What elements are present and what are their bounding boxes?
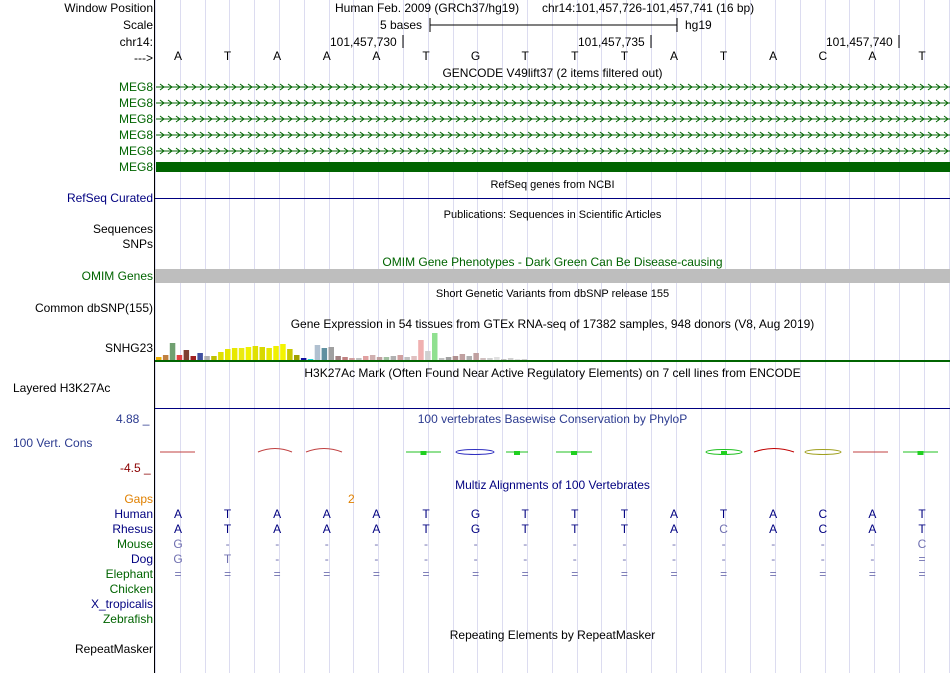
alignment-base: - <box>374 552 379 566</box>
alignment-base: T <box>620 522 629 536</box>
alignment-base: = <box>571 567 579 581</box>
alignment-base: = <box>422 567 430 581</box>
alignment-base: - <box>523 537 528 551</box>
alignment-base: T <box>918 522 926 536</box>
phylop-score-glyph[interactable] <box>754 449 794 453</box>
base-letter: G <box>470 49 481 63</box>
species-label[interactable]: Rhesus <box>112 522 153 536</box>
alignment-base: T <box>223 507 232 521</box>
alignment-base: = <box>868 567 876 581</box>
base-letter: A <box>769 49 778 63</box>
alignment-base: A <box>769 507 778 521</box>
gtex-label[interactable]: SNHG23 <box>104 341 153 355</box>
scale-db-text: hg19 <box>685 18 712 32</box>
omim-track-title[interactable]: OMIM Gene Phenotypes - Dark Green Can Be Disease-causing <box>382 255 723 269</box>
alignment-base: = <box>769 567 777 581</box>
base-letter: T <box>521 49 529 63</box>
alignment-base: - <box>225 537 230 551</box>
alignment-base: = <box>620 567 628 581</box>
alignment-base: - <box>324 552 329 566</box>
sequences-label[interactable]: Sequences <box>92 222 153 236</box>
species-label[interactable]: Chicken <box>109 582 153 596</box>
base-letter: T <box>719 49 728 63</box>
alignment-base: - <box>820 537 825 551</box>
alignment-base: T <box>521 522 529 536</box>
base-letter: A <box>173 49 182 63</box>
gencode-transcript-label[interactable]: MEG8 <box>118 112 153 126</box>
alignment-base: A <box>669 507 678 521</box>
alignment-base: = <box>521 567 529 581</box>
alignment-base: - <box>771 552 776 566</box>
refseq-track-title[interactable]: RefSeq genes from NCBI <box>490 179 615 191</box>
base-letter: A <box>322 49 331 63</box>
alignment-base: = <box>670 567 678 581</box>
alignment-base: T <box>918 507 926 521</box>
alignment-base: C <box>719 522 728 536</box>
alignment-base: A <box>273 522 282 536</box>
base-letter: T <box>223 49 232 63</box>
alignment-base: C <box>818 507 828 521</box>
repeatmasker-track-title[interactable]: Repeating Elements by RepeatMasker <box>449 628 656 642</box>
scale-label: Scale <box>122 18 153 32</box>
alignment-base: - <box>870 552 875 566</box>
assembly-title: Human Feb. 2009 (GRCh37/hg19) <box>335 1 520 15</box>
alignment-base: - <box>424 537 428 551</box>
species-label[interactable]: Mouse <box>116 537 153 551</box>
species-label[interactable]: Human <box>114 507 153 521</box>
repeatmasker-label[interactable]: RepeatMasker <box>74 642 153 656</box>
coord-tick-label: 101,457,735 <box>578 35 645 49</box>
alignment-base: = <box>323 567 331 581</box>
alignment-base: A <box>769 522 778 536</box>
gap-count: 2 <box>348 492 355 506</box>
alignment-base: - <box>870 537 875 551</box>
dbsnp-track-title[interactable]: Short Genetic Variants from dbSNP release 155 <box>435 288 670 300</box>
alignment-base: - <box>572 552 577 566</box>
species-label[interactable]: Elephant <box>105 567 153 581</box>
phylop-max-label: 4.88 _ <box>116 412 150 426</box>
alignment-base: T <box>223 552 232 566</box>
alignment-base: A <box>322 522 331 536</box>
scale-bases-text: 5 bases <box>380 18 423 32</box>
alignment-base: A <box>372 522 381 536</box>
alignment-base: - <box>672 537 676 551</box>
alignment-base: G <box>173 552 183 566</box>
gencode-transcript-label[interactable]: MEG8 <box>118 80 153 94</box>
alignment-base: A <box>173 522 182 536</box>
alignment-base: - <box>473 552 478 566</box>
alignment-base: - <box>275 537 280 551</box>
alignment-base: = <box>918 567 926 581</box>
alignment-base: - <box>622 537 627 551</box>
alignment-base: - <box>473 537 478 551</box>
alignment-base: - <box>820 552 825 566</box>
omim-label[interactable]: OMIM Genes <box>81 269 153 283</box>
base-letter: C <box>818 49 828 63</box>
alignment-base: G <box>470 507 481 521</box>
alignment-base: G <box>173 537 183 551</box>
alignment-base: - <box>324 537 329 551</box>
base-letter: T <box>422 49 430 63</box>
alignment-base: A <box>669 522 678 536</box>
gtex-track-title[interactable]: Gene Expression in 54 tissues from GTEx RNA-seq of 17382 samples, 948 donors (V8, Aug 2019) <box>290 317 815 331</box>
phylop-score-dot <box>571 451 577 455</box>
alignment-base: - <box>721 552 726 566</box>
gencode-transcript-label[interactable]: MEG8 <box>118 144 153 158</box>
h3k27ac-track-title[interactable]: H3K27Ac Mark (Often Found Near Active Regulatory Elements) on 7 cell lines from ENCODE <box>304 366 801 380</box>
alignment-base: = <box>720 567 728 581</box>
window-position-label: Window Position <box>64 1 153 15</box>
gencode-transcript-label[interactable]: MEG8 <box>118 160 153 174</box>
coord-tick-label: 101,457,740 <box>826 35 893 49</box>
alignment-base: - <box>771 537 776 551</box>
gencode-transcript-label[interactable]: MEG8 <box>118 96 153 110</box>
alignment-base: = <box>918 552 926 566</box>
alignment-base: = <box>224 567 232 581</box>
alignment-base: - <box>374 537 379 551</box>
phylop-score-glyph[interactable] <box>805 450 841 455</box>
coord-tick-label: 101,457,730 <box>330 35 397 49</box>
phylop-score-glyph[interactable] <box>306 449 342 453</box>
alignment-base: T <box>571 507 579 521</box>
base-letter: T <box>620 49 629 63</box>
alignment-base: A <box>322 507 331 521</box>
refseq-label[interactable]: RefSeq Curated <box>66 191 153 205</box>
alignment-base: T <box>422 507 430 521</box>
species-label[interactable]: X_tropicalis <box>90 597 153 611</box>
strand-arrow-label: ---> <box>134 51 153 65</box>
phylop-track-title[interactable]: 100 vertebrates Basewise Conservation by PhyloP <box>417 412 688 426</box>
base-letter: A <box>372 49 381 63</box>
chrom-label: chr14: <box>119 35 153 49</box>
publications-track-title[interactable]: Publications: Sequences in Scientific Articles <box>443 209 662 221</box>
alignment-base: - <box>424 552 428 566</box>
alignment-base: T <box>422 522 430 536</box>
alignment-base: - <box>622 552 627 566</box>
alignment-base: T <box>223 522 232 536</box>
phylop-score-dot <box>421 451 427 455</box>
alignment-base: G <box>470 522 481 536</box>
h3k27ac-label[interactable]: Layered H3K27Ac <box>13 381 111 395</box>
base-letter: A <box>868 49 877 63</box>
base-letter: T <box>918 49 926 63</box>
gencode-track-title[interactable]: GENCODE V49lift37 (2 items filtered out) <box>442 66 663 80</box>
phylop-score-glyph[interactable] <box>258 449 292 453</box>
alignment-base: = <box>372 567 380 581</box>
species-label[interactable]: Zebrafish <box>102 612 153 626</box>
phylop-score-dot <box>918 451 924 455</box>
phylop-label[interactable]: 100 Vert. Cons <box>13 436 93 450</box>
alignment-base: = <box>472 567 480 581</box>
base-letter: T <box>571 49 579 63</box>
dbsnp-label[interactable]: Common dbSNP(155) <box>34 301 153 315</box>
alignment-base: A <box>273 507 282 521</box>
base-letter: A <box>273 49 282 63</box>
multiz-track-title[interactable]: Multiz Alignments of 100 Vertebrates <box>455 478 650 492</box>
snps-label[interactable]: SNPs <box>122 237 153 251</box>
alignment-base: T <box>620 507 629 521</box>
alignment-base: C <box>917 537 927 551</box>
alignment-base: A <box>868 522 877 536</box>
alignment-base: - <box>523 552 528 566</box>
alignment-base: A <box>173 507 182 521</box>
phylop-score-glyph[interactable] <box>456 450 494 455</box>
alignment-base: = <box>174 567 182 581</box>
gaps-label[interactable]: Gaps <box>124 492 153 506</box>
alignment-base: - <box>275 552 280 566</box>
alignment-base: A <box>868 507 877 521</box>
alignment-base: A <box>372 507 381 521</box>
phylop-score-dot <box>721 451 727 455</box>
alignment-base: T <box>521 507 529 521</box>
phylop-min-label: -4.5 _ <box>120 461 151 475</box>
alignment-base: = <box>273 567 281 581</box>
alignment-base: T <box>571 522 579 536</box>
gencode-transcript-label[interactable]: MEG8 <box>118 128 153 142</box>
species-label[interactable]: Dog <box>130 552 153 566</box>
alignment-base: T <box>719 507 728 521</box>
base-letter: A <box>669 49 678 63</box>
position-title: chr14:101,457,726-101,457,741 (16 bp) <box>542 1 755 15</box>
alignment-base: - <box>721 537 726 551</box>
alignment-base: C <box>818 522 828 536</box>
alignment-base: - <box>572 537 577 551</box>
phylop-score-dot <box>514 451 520 455</box>
alignment-base: = <box>819 567 827 581</box>
alignment-base: - <box>672 552 676 566</box>
